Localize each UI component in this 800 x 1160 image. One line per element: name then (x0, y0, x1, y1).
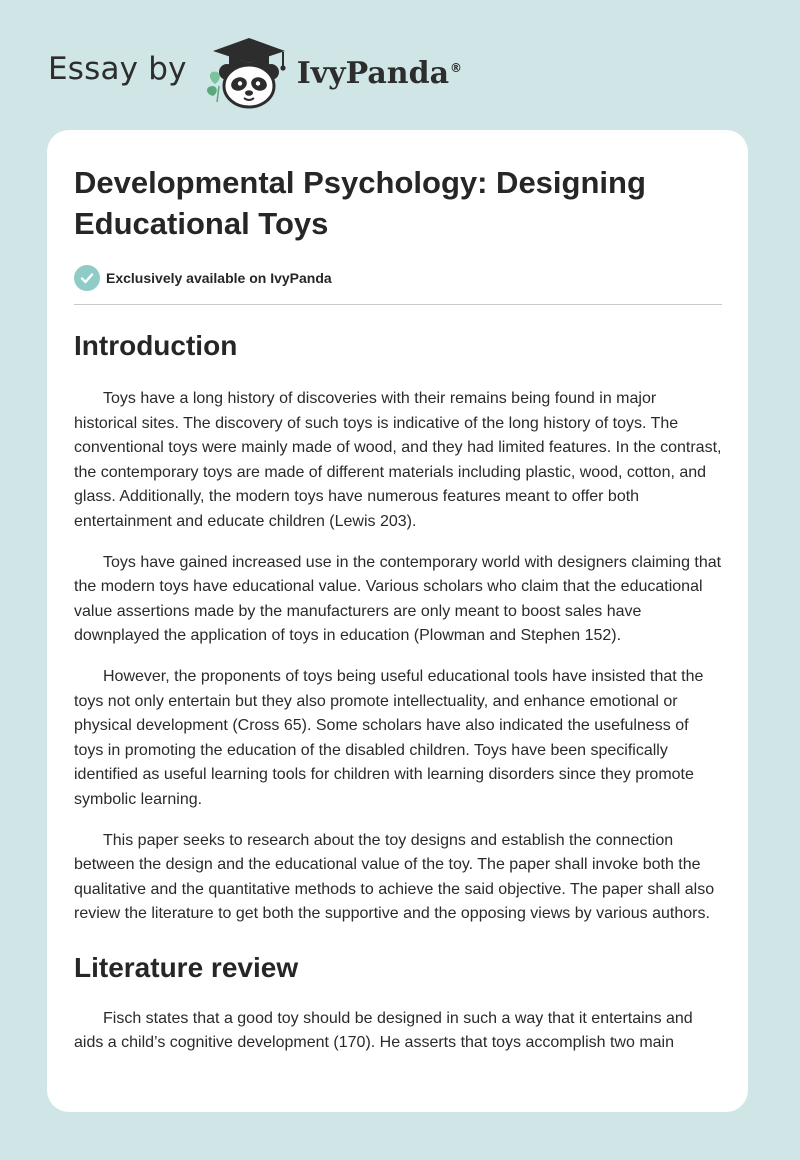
panda-graduation-cap-icon[interactable] (203, 34, 295, 110)
paragraph: However, the proponents of toys being useful educational tools have insisted that the toys not only entertain but they also promote intellectuality, and enhance emotional or physical development (Cross 65). Some scholars have also indicated the usefulness of toys in promoting the education of the disabled children. Toys have been specifically identified as useful learning tools for children with learning disorders since they promote symbolic learning. (74, 667, 704, 808)
exclusive-badge (74, 264, 722, 292)
paragraph: This paper seeks to research about the toy designs and establish the connection between the design and the educational value of the toy. The paper shall invoke both the qualitative and the quantitative methods to achieve the said objective. The paper shall also review the literature to get both the supportive and the opposing views by various authors. (74, 831, 715, 923)
page-title: Developmental Psychology: Designing Educational Toys (74, 165, 646, 241)
paragraph: Toys have gained increased use in the contemporary world with designers claiming that the modern toys have educational value. Various scholars who claim that the educational value assertions made by the manufacturers are only meant to boost sales have downplayed the application of toys in education (Plowman and Stephen 152). (74, 553, 722, 645)
essay-card (47, 130, 748, 1112)
title-divider (74, 304, 722, 305)
check-icon (74, 265, 100, 291)
brand-prefix: Essay by (48, 51, 187, 87)
paragraph: Toys have a long history of discoveries with their remains being found in major historical sites. The discovery of such toys is indicative of the long history of toys. The conventional toys were mainly made of wood, and they had limited features. In the contrast, the contemporary toys are made of different materials including plastic, wood, cotton, and glass. Additionally, the modern toys have numerous features meant to offer both entertainment and educate children (Lewis 203). (74, 390, 722, 530)
section-literature-review (74, 951, 722, 1056)
brand-name[interactable]: IvyPanda® (296, 55, 463, 91)
section-heading: Introduction (74, 330, 238, 361)
site-header (48, 34, 462, 110)
registered-mark: ® (450, 60, 463, 75)
section-heading: Literature review (74, 951, 299, 983)
exclusive-label: Exclusively available on IvyPanda (106, 270, 332, 286)
paragraph: Fisch states that a good toy should be designed in such a way that it entertains and aids a child’s cognitive development (170). He asserts that toys accomplish two main (74, 1009, 693, 1052)
section-introduction (74, 329, 722, 927)
